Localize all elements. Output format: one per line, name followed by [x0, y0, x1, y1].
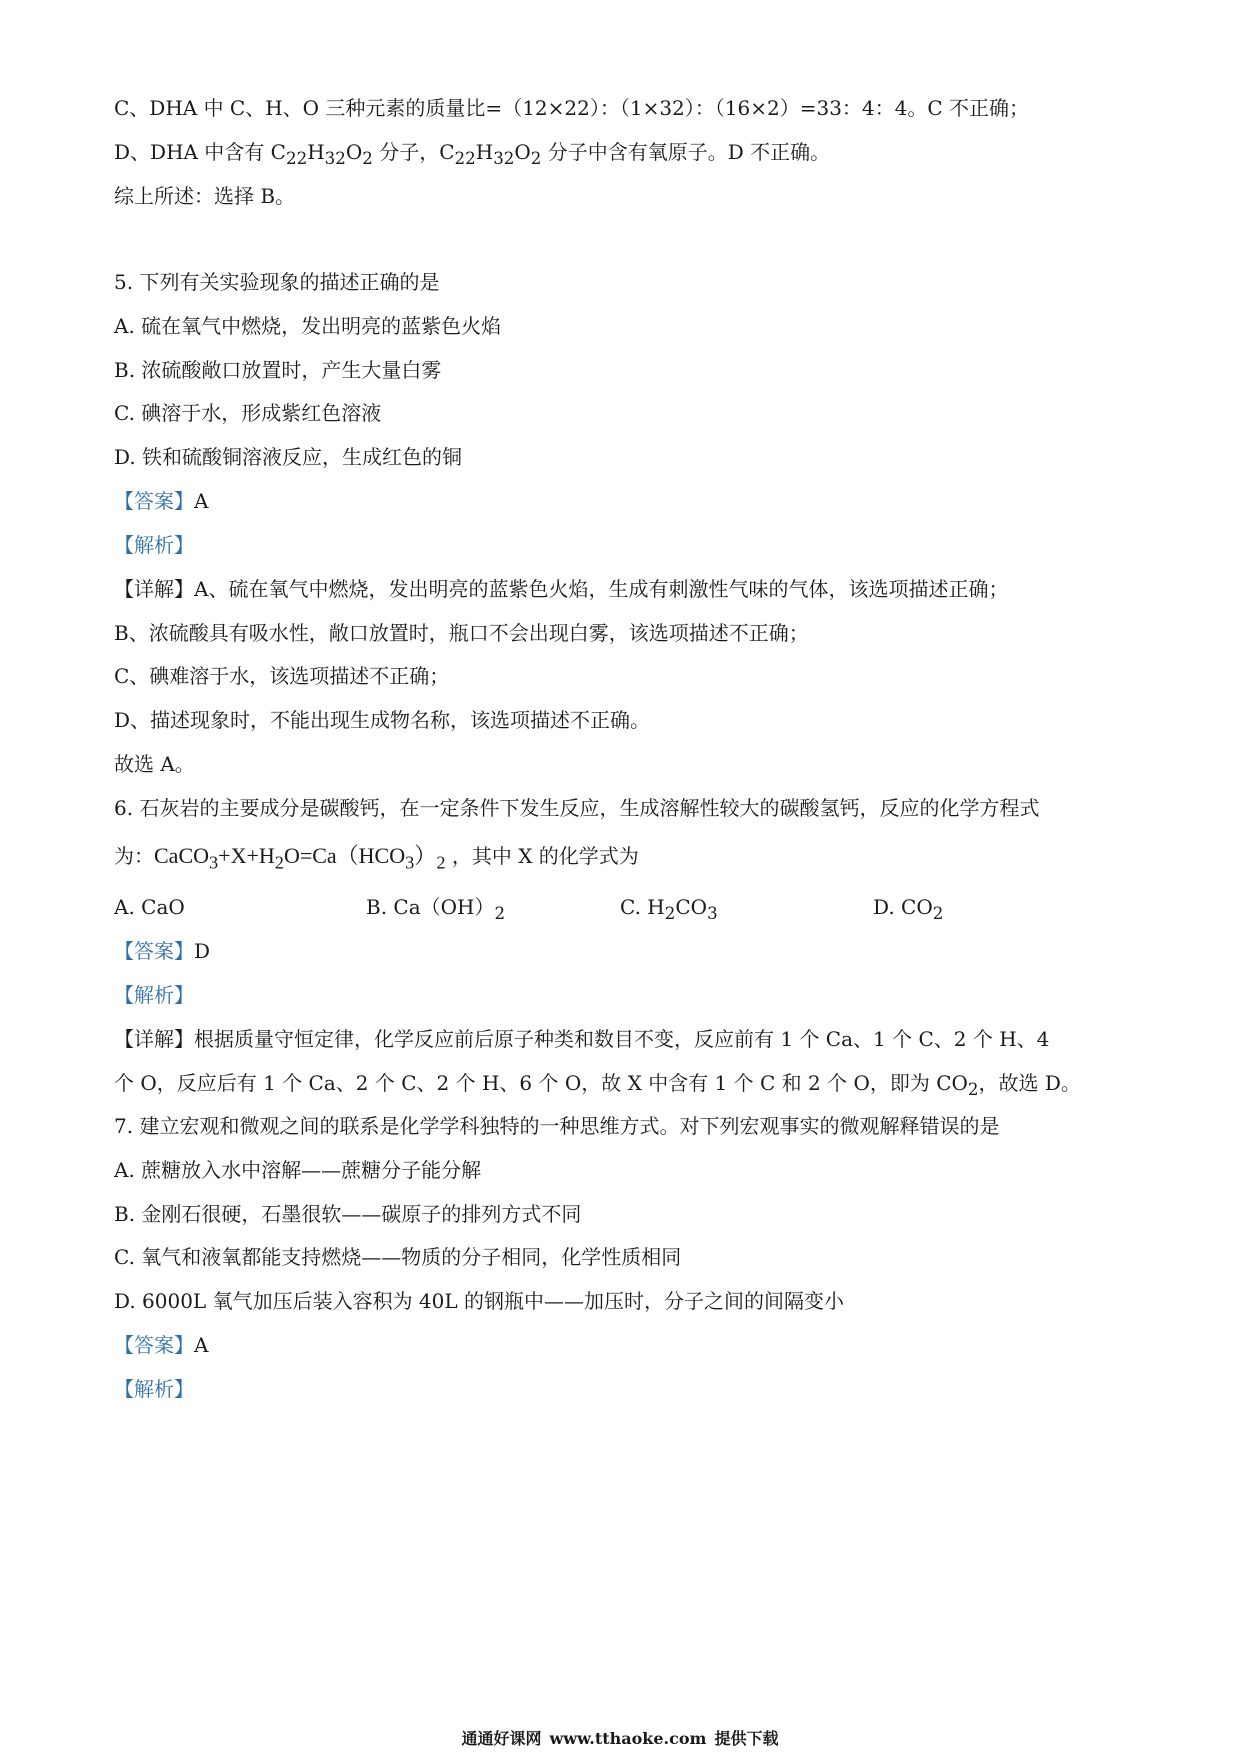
q6-option-a: A. CaO	[114, 895, 185, 919]
q6-equation-line: 为：$CaCO_3+X+H_2O=Ca(HCO_3)_2$ ，其中 X 的化学式为	[114, 843, 639, 873]
q5-analysis-tag: 【解析】	[114, 533, 194, 557]
answer-tag: 【答案】	[114, 939, 194, 963]
q5-conclusion: 故选 A。	[114, 752, 195, 776]
q6-option-c: C. $H_2CO_3$	[620, 895, 718, 923]
q6-detail-cont: 个 O，反应后有 1 个 Ca、2 个 C、2 个 H、6 个 O，故 X 中含有 1 个 C 和 2 个 O，即为 $CO_2$，故选 D。	[114, 1071, 1081, 1099]
q6-answer: 【答案】D	[114, 939, 211, 963]
q5-option-c: C. 碘溶于水，形成紫红色溶液	[114, 401, 382, 425]
q5-detail-b: B、浓硫酸具有吸水性，敞口放置时，瓶口不会出现白雾，该选项描述不正确；	[114, 621, 809, 645]
q6-option-b: B. $Ca(OH)_2$	[366, 895, 506, 923]
q6-analysis-tag: 【解析】	[114, 983, 194, 1007]
q7-option-a: A. 蔗糖放入水中溶解——蔗糖分子能分解	[114, 1158, 482, 1182]
q6-detail: 【详解】根据质量守恒定律，化学反应前后原子种类和数目不变，反应前有 1 个 Ca、1 个 C、2 个 H、4	[114, 1027, 1050, 1051]
prev-option-c-explanation: C、DHA 中 C、H、O 三种元素的质量比=（12×22）：（1×32）：（16×2）=33：4：4。C 不正确；	[114, 96, 1030, 120]
detail-tag: 【详解】	[114, 1027, 194, 1051]
q5-option-a: A. 硫在氧气中燃烧，发出明亮的蓝紫色火焰	[114, 314, 502, 338]
q7-option-c: C. 氧气和液氧都能支持燃烧——物质的分子相同，化学性质相同	[114, 1245, 682, 1269]
q6-stem: 6. 石灰岩的主要成分是碳酸钙，在一定条件下发生反应，生成溶解性较大的碳酸氢钙，反应的化学方程式	[114, 796, 1040, 820]
q7-answer: 【答案】A	[114, 1333, 209, 1357]
q5-detail: 【详解】A、硫在氧气中燃烧，发出明亮的蓝紫色火焰，生成有刺激性气味的气体，该选项描述正确；	[114, 577, 1009, 601]
answer-tag: 【答案】	[114, 1333, 194, 1357]
chemical-equation: $CaCO_3+X+H_2O=Ca(HCO_3)_2$	[154, 843, 446, 873]
q7-option-b: B. 金刚石很硬，石墨很软——碳原子的排列方式不同	[114, 1202, 582, 1226]
detail-tag: 【详解】	[114, 577, 194, 601]
q5-option-b: B. 浓硫酸敞口放置时，产生大量白雾	[114, 358, 442, 382]
page-footer	[0, 1728, 1240, 1750]
footer-note: 提供下载	[714, 1729, 779, 1748]
q6-option-d: D. $CO_2$	[873, 895, 944, 923]
q7-analysis-tag: 【解析】	[114, 1377, 194, 1401]
q5-answer: 【答案】A	[114, 489, 209, 513]
prev-option-d-explanation: D、DHA 中含有 $C_{22}H_{32}O_2$ 分子，$C_{22}H_{32}O_2$ 分子中含有氧原子。D 不正确。	[114, 140, 831, 168]
q7-option-d: D. 6000L 氧气加压后装入容积为 40L 的钢瓶中——加压时，分子之间的间隔变小	[114, 1289, 845, 1313]
footer-site: 通通好课网	[461, 1729, 542, 1748]
prev-summary: 综上所述：选择 B。	[114, 184, 296, 208]
q5-option-d: D. 铁和硫酸铜溶液反应，生成红色的铜	[114, 445, 463, 469]
answer-tag: 【答案】	[114, 489, 194, 513]
q5-detail-d: D、描述现象时，不能出现生成物名称，该选项描述不正确。	[114, 708, 651, 732]
q7-stem: 7. 建立宏观和微观之间的联系是化学学科独特的一种思维方式。对下列宏观事实的微观解释错误的是	[114, 1114, 1000, 1138]
q5-stem: 5. 下列有关实验现象的描述正确的是	[114, 270, 440, 294]
q5-detail-c: C、碘难溶于水，该选项描述不正确；	[114, 664, 450, 688]
footer-url[interactable]: www.tthaoke.com	[549, 1729, 707, 1748]
